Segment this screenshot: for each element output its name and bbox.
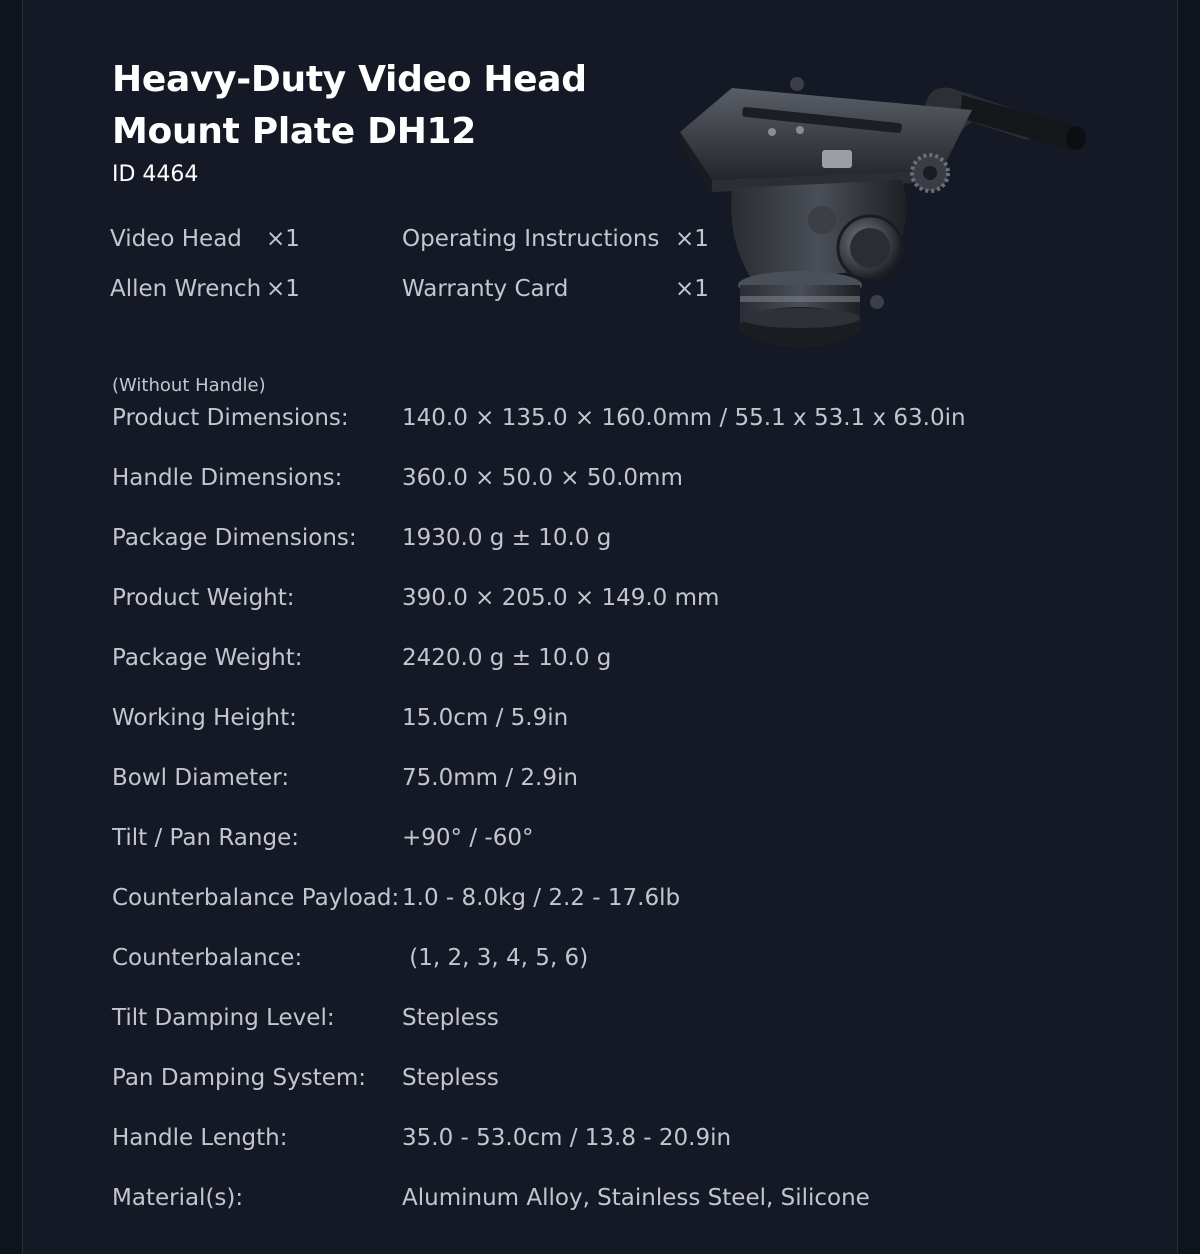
spec-label: Counterbalance Payload: (112, 885, 400, 911)
spec-row (0, 705, 1200, 745)
spec-row (0, 525, 1200, 565)
package-item-name: Operating Instructions (402, 226, 660, 252)
spec-value: 360.0 × 50.0 × 50.0mm (402, 465, 683, 491)
video-head-image (672, 70, 1092, 360)
product-id: ID 4464 (112, 162, 199, 187)
spec-value: 1930.0 g ± 10.0 g (402, 525, 612, 551)
product-title-line-2: Mount Plate DH12 (112, 111, 477, 152)
spec-row (0, 1005, 1200, 1045)
spec-value: 35.0 - 53.0cm / 13.8 - 20.9in (402, 1125, 732, 1151)
spec-row (0, 1125, 1200, 1165)
spec-value: 75.0mm / 2.9in (402, 765, 578, 791)
spec-value: 390.0 × 205.0 × 149.0 mm (402, 585, 720, 611)
spec-label: Package Dimensions: (112, 525, 357, 551)
package-item-qty: ×1 (675, 276, 709, 302)
spec-value: 15.0cm / 5.9in (402, 705, 569, 731)
spec-value: Stepless (402, 1065, 499, 1091)
product-title (112, 54, 587, 158)
spec-label: Material(s): (112, 1185, 244, 1211)
spec-row (0, 765, 1200, 805)
spec-label: Tilt / Pan Range: (112, 825, 299, 851)
spec-row (0, 1065, 1200, 1105)
spec-label: Pan Damping System: (112, 1065, 367, 1091)
spec-row (0, 1185, 1200, 1225)
package-item-name: Allen Wrench (110, 276, 262, 302)
package-item-qty: ×1 (675, 226, 709, 252)
spec-label: Tilt Damping Level: (112, 1005, 335, 1031)
spec-label: Working Height: (112, 705, 297, 731)
spec-row (0, 405, 1200, 445)
spec-label: Product Dimensions: (112, 405, 349, 431)
spec-value: +90° / -60° (402, 825, 534, 851)
spec-row (0, 885, 1200, 925)
package-item-name: Warranty Card (402, 276, 569, 302)
spec-value: Stepless (402, 1005, 499, 1031)
spec-label: Package Weight: (112, 645, 303, 671)
spec-row (0, 465, 1200, 505)
package-item-qty: ×1 (266, 276, 300, 302)
spec-value: 2420.0 g ± 10.0 g (402, 645, 612, 671)
spec-value: 1.0 - 8.0kg / 2.2 - 17.6lb (402, 885, 681, 911)
package-item-name: Video Head (110, 226, 242, 252)
product-title-line-1: Heavy-Duty Video Head (112, 59, 587, 100)
spec-label: Handle Dimensions: (112, 465, 343, 491)
spec-value: Aluminum Alloy, Stainless Steel, Silicone (402, 1185, 870, 1211)
spec-value: 140.0 × 135.0 × 160.0mm / 55.1 x 53.1 x 63.0in (402, 405, 966, 431)
spec-row (0, 645, 1200, 685)
spec-value: (1, 2, 3, 4, 5, 6) (402, 945, 589, 971)
package-item-qty: ×1 (266, 226, 300, 252)
spec-label: Counterbalance: (112, 945, 303, 971)
spec-row (0, 585, 1200, 625)
spec-label: Product Weight: (112, 585, 295, 611)
dimensions-note: (Without Handle) (112, 375, 266, 396)
spec-row (0, 945, 1200, 985)
spec-row (0, 825, 1200, 865)
spec-label: Handle Length: (112, 1125, 288, 1151)
spec-label: Bowl Diameter: (112, 765, 290, 791)
